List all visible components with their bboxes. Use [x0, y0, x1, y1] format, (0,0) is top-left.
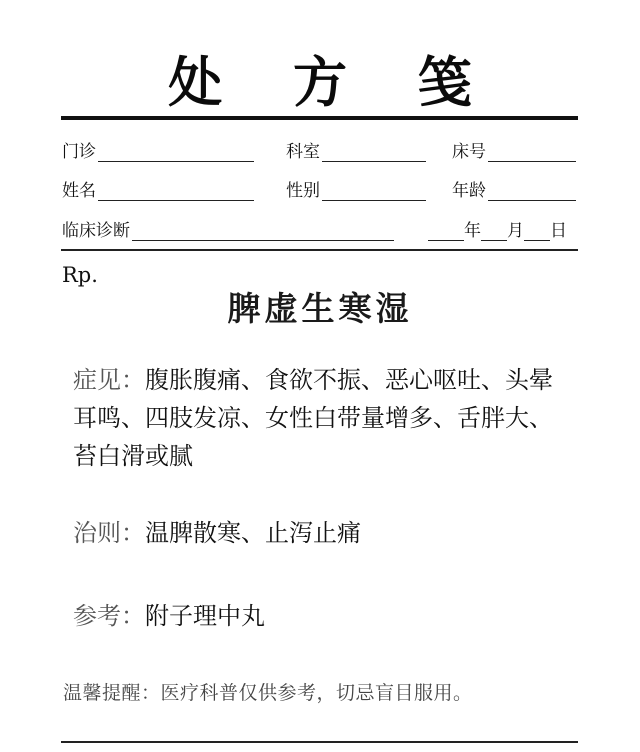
month-label: 月	[507, 221, 524, 241]
age-blank	[488, 182, 576, 201]
clinical-diagnosis-field	[62, 219, 394, 241]
date-field	[428, 219, 567, 241]
day-label: 日	[550, 221, 567, 241]
clinical-diagnosis-blank	[132, 222, 394, 241]
year-blank	[428, 222, 464, 241]
clinical-diagnosis-label: 临床诊断	[62, 221, 130, 241]
page-title: 处 方 笺	[168, 50, 498, 114]
year-label: 年	[464, 221, 481, 241]
symptoms-text: 腹胀腹痛、食欲不振、恶心呕吐、头晕耳鸣、四肢发凉、女性白带量增多、舌胖大、苔白滑或腻	[73, 366, 553, 470]
symptoms-key: 症见：	[73, 366, 145, 394]
reference-key: 参考：	[73, 602, 145, 630]
rp-mark: Rp.	[62, 263, 98, 287]
age-field	[452, 179, 576, 201]
clinic-label: 门诊	[62, 142, 96, 162]
department-field	[286, 140, 426, 162]
diagnosis-heading: 脾虚生寒湿	[227, 289, 413, 328]
name-field	[62, 179, 254, 201]
bed-blank	[488, 143, 576, 162]
age-label: 年龄	[452, 181, 486, 201]
clinic-blank	[98, 143, 254, 162]
clinic-field	[62, 140, 254, 162]
symptoms-paragraph	[73, 361, 573, 475]
treatment-text: 温脾散寒、止泻止痛	[145, 519, 361, 547]
header-divider	[61, 116, 578, 120]
footer-divider	[61, 741, 578, 743]
section-divider	[61, 249, 578, 251]
department-blank	[322, 143, 426, 162]
name-label: 姓名	[62, 181, 96, 201]
bed-label: 床号	[452, 142, 486, 162]
month-blank	[481, 222, 507, 241]
bed-field	[452, 140, 576, 162]
department-label: 科室	[286, 142, 320, 162]
day-blank	[524, 222, 550, 241]
gender-field	[286, 179, 426, 201]
gender-blank	[322, 182, 426, 201]
reference-paragraph	[73, 597, 573, 635]
treatment-key: 治则：	[73, 519, 145, 547]
treatment-paragraph	[73, 514, 573, 552]
reminder-note: 温馨提醒：医疗科普仅供参考，切忌盲目服用。	[63, 682, 473, 704]
reference-text: 附子理中丸	[145, 602, 265, 630]
name-blank	[98, 182, 254, 201]
gender-label: 性别	[286, 181, 320, 201]
